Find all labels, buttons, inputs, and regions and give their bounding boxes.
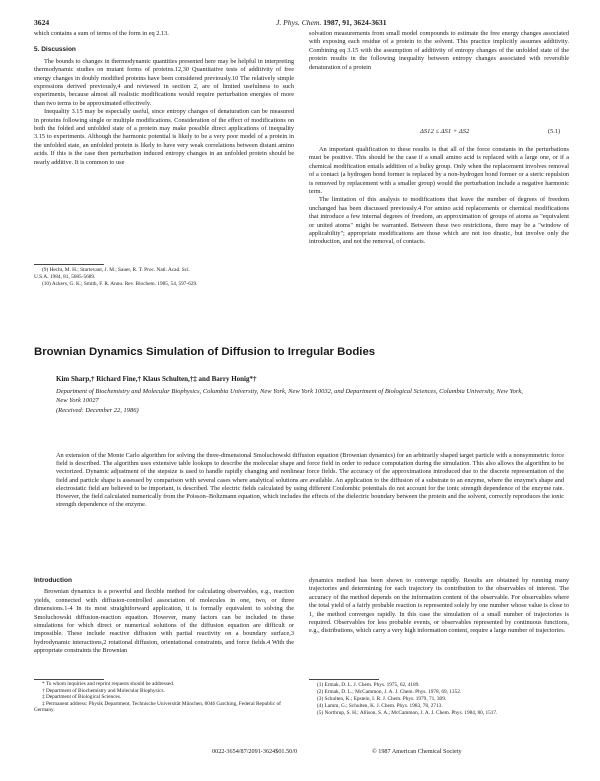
equation: ΔS12 ≤ ΔS1 + ΔS2: [420, 128, 470, 135]
article-title: Brownian Dynamics Simulation of Diffusion to Irregular Bodies: [34, 346, 376, 358]
intro-right-column: [309, 577, 569, 677]
footnote: † Department of Biochemistry and Molecular Biophysics.: [42, 687, 165, 694]
top-left-column: [34, 30, 294, 262]
equation-number: (5.1): [548, 128, 561, 135]
footnote-divider: [34, 679, 104, 680]
top-right-column-part2: [309, 146, 569, 300]
discussion-heading: 5. Discussion: [34, 46, 76, 54]
author-footnotes: [34, 681, 294, 714]
issn-code: 0022-3654/87/2091-3624$01.50/0: [212, 748, 298, 755]
introduction-heading: Introduction: [34, 577, 72, 584]
author-list: Kim Sharp,† Richard Fine,† Klaus Schulten,†‡ and Barry Honig*†: [56, 375, 257, 383]
footnote: ‡ Permanent address: Physik Department, Technische Universität München, 8046 Garching, Federal Republic of Germany.: [34, 700, 281, 714]
footnote-divider: [34, 264, 104, 265]
introduction-paragraph: Brownian dynamics is a powerful and flexible method for calculating observables, e.g., reaction yields, connected with diffusion-controlled association of molecules in one, two, or three dimensions.1-4 In its most straightforward application, it is formally equivalent to solving the Smoluchowski diffusion-reaction equation. However, many factors can be included in these simulations for which direct or numerical solutions of the diffusion equation are difficult or impossible. These include reactive diffusion with partial reactivity on a boundary surface,3 hydrodynamic interactions,2 rotational diffusion, orientational constraints, and force fields.4 With the appropriate constraints the Brownian: [34, 588, 294, 655]
top-left-references: [34, 267, 294, 288]
discussion-paragraph: The bounds to changes in thermodynamic quantities presented here may be helpful in interpreting thermodynamic studies on mutant forms of proteins.12,30 Quantitative tests of additivity of free energy changes in doubly modified proteins have been considered previously.10 The relatively simple expressions derived previously,4 and reviewed in section 2, are of limited usefulness to such experiments, because almost all realistic modifications would require perturbation energies of more than two terms to be approximated effectively.: [34, 57, 294, 107]
intro-left-column: [34, 577, 294, 677]
reference-line: (1) Ermak, D. L. J. Chem. Phys. 1975, 62, 4189.: [317, 682, 420, 688]
page-number: 3624: [34, 18, 50, 27]
reference-line: (3) Schulten, K.; Epstein, I. R. J. Chem. Phys. 1979, 71, 309.: [317, 696, 447, 702]
paragraph: solvation measurements from small model compounds to estimate the free energy changes associated with exposing each residue of a protein to the solvent. This practice implicitly assumes additivity. Combining eq 3.15 with the assumption of additivity of entropy changes of the unfolded state of the protein results in the following inequality between entropy changes associated with reversible denaturation of a protein: [309, 30, 569, 71]
footnote: ‡ Department of Biological Sciences.: [42, 694, 122, 701]
reference-line: U.S.A. 1984, 81, 5685-5689.: [34, 274, 96, 280]
reference-line: (10) Ackers, G. K.; Smith, F. R. Annu. Rev. Biochem. 1985, 54, 597-629.: [42, 281, 198, 287]
journal-citation: 1987, 91, 3624-3631: [323, 18, 387, 27]
journal-name: J. Phys. Chem.: [276, 18, 322, 27]
footnote-divider: [309, 679, 379, 680]
copyright: © 1987 American Chemical Society: [372, 748, 462, 755]
lead-line: which contains a sum of terms of the form in eq 2.13.: [34, 30, 169, 37]
top-right-column-part1: [309, 30, 569, 124]
discussion-paragraph: Inequality 3.15 may be especially useful, since entropy changes of denaturation can be measured in proteins following single or multiple modifications. Consideration of the effect of modifications on both the folded and unfolded state of a protein may make possible direct applications of inequality 3.15 to experiments. Although the harmonic potential is likely to be a very poor model of a protein in the unfolded state, an unfolded protein is likely to have very weak correlations between distant amino acids. If this is the case then perturbation induced entropy changes in an unfolded protein should be nearly additive. It is common to use: [34, 108, 294, 166]
paragraph: An important qualification to these results is that all of the force constants in the perturbations must be positive. This should be the case if a small amino acid is replaced with a large one, or if a chemical modification entails addition of a bulky group. Only when the replacement involves removal of a contact (a hydrogen bond former is replaced by a non-hydrogen bond former or a steric repulsion is removed by replacement with a smaller group) would the perturbation include a negative harmonic term.: [309, 146, 569, 196]
footnote: * To whom inquiries and reprint requests should be addressed.: [42, 681, 175, 687]
affiliation: Department of Biochemistry and Molecular Biophysics, Columbia University, New York, New York 10032, and Department of Biological Sciences, Columbia University, New York, New York 10027: [56, 388, 523, 404]
intro-right-references: [309, 682, 569, 717]
received-date: (Received: December 22, 1986): [56, 407, 139, 414]
paragraph: dynamics method has been shown to converge rapidly. Results are obtained by running many trajectories and determining for each trajectory its contribution to the observables of interest. The accuracy of the method depends on the information content of the observable. For observables where the total yield of a fairly probable reaction is represented solely by one number whose value is close to 1, the method converges rapidly. In this case the simulation of a small number of trajectories is required. Observables for less probable events, or observables represented by continuous functions, e.g., distributions, which carry a very high information content, require a large number of trajectories.: [309, 577, 569, 635]
reference-line: (5) Northrup, S. H.; Allison, S. A.; McCammon, J. A. J. Chem. Phys. 1984, 80, 1517.: [317, 710, 498, 716]
reference-line: (9) Hecht, M. H.; Sturtevant, J. M.; Sauer, R. T. Proc. Natl. Acad. Sci.: [42, 267, 190, 273]
running-header: [276, 18, 387, 27]
reference-line: (4) Lamm, G.; Schulten, K. J. Chem. Phys. 1983, 78, 2713.: [317, 703, 443, 709]
paragraph: The limitation of this analysis to modifications that leave the number of degrees of freedom unchanged has been discussed previously.4 For amino acid replacements or chemical modifications that introduce a few internal degrees of freedom, an approximation of groups of atoms as "equivalent or united atoms" might be warranted. Between these two restrictions, there may be a "window of applicability"; appropriate modifications are those which are not too drastic, but involve only the introduction, and not the removal, of contacts.: [309, 196, 569, 246]
abstract: An extension of the Monte Carlo algorithm for solving the three-dimensional Smoluchowski diffusion equation (Brownian dynamics) for an arbitrarily shaped target particle with a nonsymmetric force field is described. The algorithm uses extensive table lookups to describe the molecular shape and force field in order to reduce computation during the simulation. This also allows the algorithm to be vectorized. Dynamic adjustment of the stepsize is used to handle rapidly changing and nonlinear force fields. The accuracy of the approximations introduced due to the discrete representation of the field and particle shape is assessed by comparison with several cases where analytical solutions are available. An application to the diffusion of a substrate to an enzyme, where the enzyme's shape and electrostatic field are believed to be important, is described. The electric fields calculated by using different Coulombic potentials do not account for the ionic strength dependence of the enzyme rate. However, the field calculated numerically from the Poisson–Boltzmann equation, which includes the effects of the dielectric boundary between the protein and the solvent, correctly reproduces the ionic strength dependence of the enzyme.: [56, 452, 564, 509]
reference-line: (2) Ermak, D. L.; McCammon, J. A. J. Chem. Phys. 1978, 69, 1352.: [317, 689, 462, 695]
